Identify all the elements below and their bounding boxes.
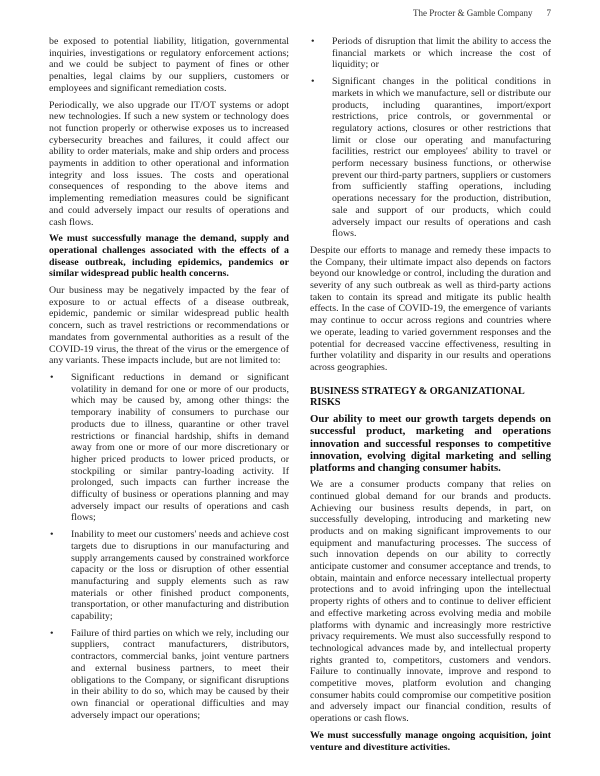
bullet-list: [310, 36, 551, 240]
paragraph: Despite our efforts to manage and remedy these impacts to the Company, their ultimate impact also depends on factors beyond our knowledge or control, including the duration and severity of any such outbreak as well as third-party actions taken to contain its spread and mitigate its public health effects. In the case of COVID-19, the emergence of variants may continue to occur across regions and countries where we operate, leading to varied government responses and the potential for decreased vaccine effectiveness, resulting in further volatility and disparity in our results and operations across geographies.: [310, 244, 551, 373]
list-item: • Significant reductions in demand or significant volatility in demand for one or more of our products, which may be caused by, among other things: the temporary inability of consumers to purchase our products due to illness, quarantine or other travel restrictions or financial hardship, shifts in demand away from one or more of our more discretionary or higher priced products to lower priced products, or stockpiling or similar pantry-loading activity. If prolonged, such impacts can further increase the difficulty of business or operations planning and may adversely impact our results of operations and cash flows;: [50, 371, 289, 524]
left-column: [49, 36, 289, 726]
risk-heading: We must successfully manage ongoing acquisition, joint venture and divestiture activities.: [310, 729, 551, 753]
risk-heading: We must successfully manage the demand, supply and operational challenges associated with the effects of a disease outbreak, including epidemics, pandemics or similar widespread public health concerns.: [49, 233, 289, 280]
list-item: • Periods of disruption that limit the ability to access the financial markets or which increase the cost of liquidity; or: [311, 36, 551, 71]
bullet-icon: •: [311, 36, 315, 47]
paragraph: Periodically, we also upgrade our IT/OT systems or adopt new technologies. If such a new system or technology does not function properly or otherwise exposes us to increased cybersecurity breaches and failures, it could affect our ability to order materials, make and ship orders and process payments in addition to other operational and information integrity and loss issues. The costs and operational consequences of responding to the above items and implementing remediation measures could be significant and could adversely impact our results of operations and cash flows.: [49, 99, 289, 228]
company-name: The Procter & Gamble Company: [413, 8, 533, 18]
paragraph: Our business may be negatively impacted by the fear of exposure to or actual effects of a disease outbreak, epidemic, pandemic or similar widespread public health concern, such as travel restrictions or recommendations or mandates from governmental authorities as a result of the COVID-19 virus, the threat of the virus or the emergence of any variants. These impacts include, but are not limited to:: [49, 285, 289, 367]
right-column: [310, 36, 551, 758]
bullet-list: [49, 372, 289, 721]
list-item: • Inability to meet our customers' needs and achieve cost targets due to disruptions in our manufacturing and supply arrangements caused by constrained workforce capacity or the loss or disruption of other essential manufacturing and supply elements such as raw materials or other finished product components, transportation, or other manufacturing and distribution capability;: [50, 529, 289, 623]
bullet-icon: •: [50, 371, 54, 383]
bullet-icon: •: [50, 627, 54, 639]
paragraph: We are a consumer products company that relies on continued global demand for our brands and products. Achieving our business results depends, in part, on successfully developing, introducing and marketing new products and on making significant improvements to our equipment and manufacturing processes. The success of such innovation depends on our ability to correctly anticipate customer and consumer acceptance and trends, to obtain, maintain and enforce necessary intellectual property protections and to avoid infringing upon the intellectual property rights of others and to continue to deliver efficient and effective marketing across evolving media and mobile platforms with dynamic and increasingly more restrictive privacy requirements. We must also successfully respond to technological advances made by, and intellectual property rights granted to, competitors, customers and vendors. Failure to continually innovate, improve and respond to competitive moves, platform evolution and changing consumer habits could compromise our competitive position and adversely impact our financial condition, results of operations or cash flows.: [310, 479, 551, 725]
page-number: 7: [546, 8, 551, 18]
bullet-icon: •: [50, 529, 54, 541]
section-title: BUSINESS STRATEGY & ORGANIZATIONAL RISKS: [310, 385, 525, 409]
list-item: • Significant changes in the political conditions in markets in which we manufacture, sell or distribute our products, including quarantines, import/export restrictions, price controls, or governmental or regulatory actions, closures or other restrictions that limit or close our operating and manufacturing facilities, restrict our employees' ability to travel or perform necessary business functions, or otherwise prevent our third-party partners, suppliers or customers from sufficiently staffing operations, including operations necessary for the production, distribution, sale and support of our products, which could adversely impact our results of operations and cash flows.: [311, 76, 551, 240]
list-item: • Failure of third parties on which we rely, including our suppliers, contract manufacturers, distributors, contractors, commercial banks, joint venture partners and external business partners, to meet their obligations to the Company, or significant disruptions in their ability to do so, which may be caused by their own financial or operational difficulties and may adversely impact our operations;: [50, 627, 289, 721]
bullet-icon: •: [311, 76, 315, 88]
risk-heading: Our ability to meet our growth targets depends on successful product, marketing and operations innovation and successful responses to competitive innovation, evolving digital marketing and selling platforms and changing consumer habits.: [310, 413, 551, 474]
paragraph: be exposed to potential liability, litigation, governmental inquiries, investigations or regulatory enforcement actions; and we could be subject to payment of fines or other penalties, legal claims by our suppliers, customers or employees and significant remediation costs.: [49, 36, 289, 94]
page-header: [413, 8, 551, 18]
